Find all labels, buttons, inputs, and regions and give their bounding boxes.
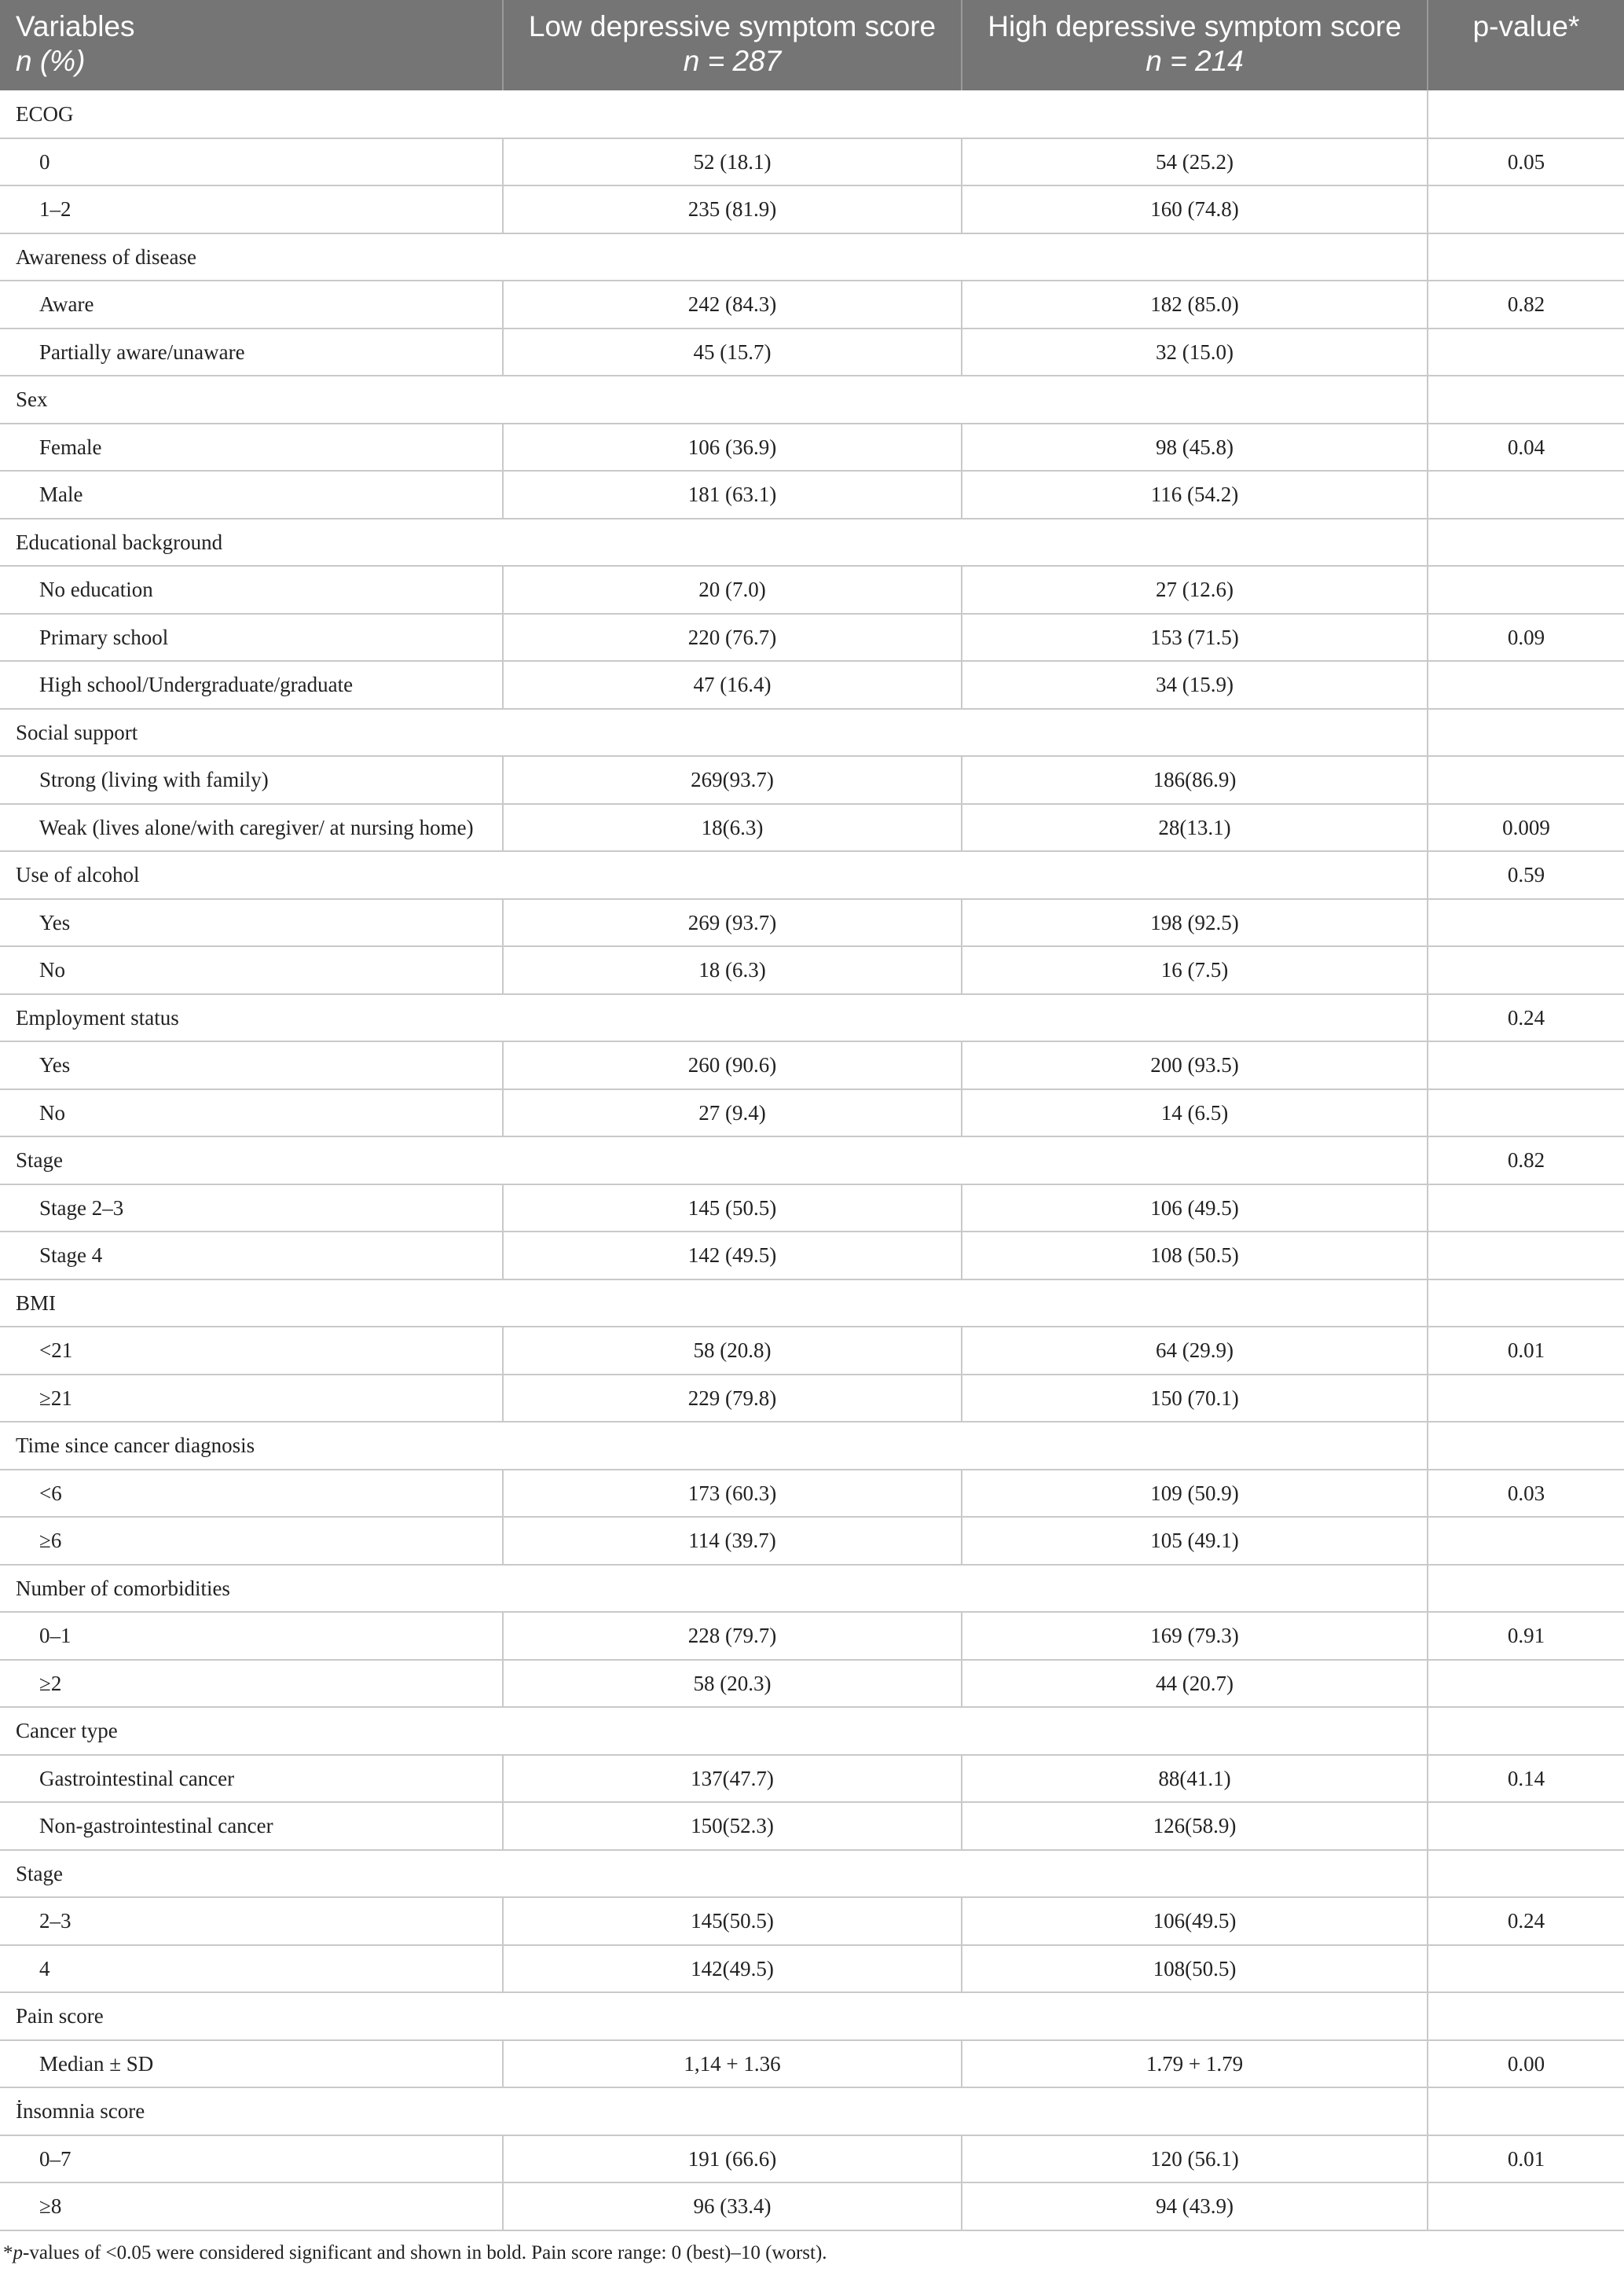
p-value-cell [1428,2182,1624,2230]
table-row [0,899,1624,947]
low-score-cell: 269(93.7) [503,756,962,804]
row-label: Median ± SD [0,2040,503,2088]
row-label: Male [0,471,503,519]
table-row [0,1755,1624,1803]
low-score-cell: 260 (90.6) [503,1041,962,1089]
table-row [0,804,1624,852]
high-score-cell: 32 (15.0) [962,329,1428,376]
table-row [0,1660,1624,1708]
p-value-cell: 0.01 [1428,1327,1624,1375]
header-high-score [962,0,1428,90]
header-variables-sub: n (%) [16,45,86,77]
low-score-cell: 20 (7.0) [503,566,962,614]
p-value-cell [1428,376,1624,424]
p-value-cell [1428,1232,1624,1279]
section-label: Employment status [0,994,1428,1042]
low-score-cell: 106 (36.9) [503,424,962,472]
section-row [0,1707,1624,1755]
table-row [0,1470,1624,1518]
table-row [0,1232,1624,1279]
table-row [0,138,1624,186]
row-label: Yes [0,1041,503,1089]
high-score-cell: 14 (6.5) [962,1089,1428,1137]
high-score-cell: 200 (93.5) [962,1041,1428,1089]
high-score-cell: 44 (20.7) [962,1660,1428,1708]
p-value-cell [1428,946,1624,994]
high-score-cell: 54 (25.2) [962,138,1428,186]
p-value-cell [1428,756,1624,804]
table-row [0,1184,1624,1232]
low-score-cell: 173 (60.3) [503,1470,962,1518]
row-label: No [0,1089,503,1137]
low-score-cell: 229 (79.8) [503,1375,962,1422]
low-score-cell: 145 (50.5) [503,1184,962,1232]
high-score-cell: 108 (50.5) [962,1232,1428,1279]
table-row [0,1612,1624,1660]
header-variables [0,0,503,90]
header-low-label: Low depressive symptom score [528,10,937,42]
section-label: Awareness of disease [0,233,1428,281]
row-label: ≥21 [0,1375,503,1422]
table-row [0,661,1624,709]
table-row [0,2135,1624,2183]
high-score-cell: 153 (71.5) [962,614,1428,662]
section-row [0,2087,1624,2135]
low-score-cell: 145(50.5) [503,1897,962,1945]
p-value-cell [1428,1660,1624,1708]
p-value-cell [1428,1802,1624,1850]
low-score-cell: 52 (18.1) [503,138,962,186]
p-value-cell [1428,2087,1624,2135]
p-value-cell [1428,1279,1624,1327]
p-value-cell: 0.00 [1428,2040,1624,2088]
section-label: Sex [0,376,1428,424]
p-value-cell [1428,709,1624,757]
section-label: ECOG [0,90,1428,138]
p-value-cell: 0.01 [1428,2135,1624,2183]
section-label: Stage [0,1850,1428,1898]
section-row [0,1850,1624,1898]
row-label: Gastrointestinal cancer [0,1755,503,1803]
high-score-cell: 106(49.5) [962,1897,1428,1945]
row-label: 4 [0,1945,503,1993]
p-value-cell [1428,90,1624,138]
table-row [0,424,1624,472]
high-score-cell: 169 (79.3) [962,1612,1428,1660]
low-score-cell: 96 (33.4) [503,2182,962,2230]
high-score-cell: 94 (43.9) [962,2182,1428,2230]
row-label: 2–3 [0,1897,503,1945]
p-value-cell: 0.24 [1428,994,1624,1042]
p-value-cell [1428,1850,1624,1898]
table-row [0,1041,1624,1089]
row-label: <6 [0,1470,503,1518]
high-score-cell: 34 (15.9) [962,661,1428,709]
section-row [0,519,1624,567]
p-value-cell: 0.05 [1428,138,1624,186]
high-score-cell: 108(50.5) [962,1945,1428,1993]
table-row [0,1375,1624,1422]
high-score-cell: 1.79 + 1.79 [962,2040,1428,2088]
section-label: Number of comorbidities [0,1565,1428,1613]
row-label: Weak (lives alone/with caregiver/ at nursing home) [0,804,503,852]
table-body [0,90,1624,2230]
header-low-n: n = 287 [683,45,782,77]
table-row [0,756,1624,804]
section-row [0,233,1624,281]
p-value-cell [1428,329,1624,376]
section-label: Stage [0,1136,1428,1184]
section-row [0,851,1624,899]
p-value-cell: 0.04 [1428,424,1624,472]
header-low-score [503,0,962,90]
p-value-cell [1428,1184,1624,1232]
section-label: Use of alcohol [0,851,1428,899]
section-label: Cancer type [0,1707,1428,1755]
table-row [0,1802,1624,1850]
row-label: ≥2 [0,1660,503,1708]
row-label: No [0,946,503,994]
header-high-n: n = 214 [1146,45,1244,77]
row-label: Stage 4 [0,1232,503,1279]
section-label: Educational background [0,519,1428,567]
footnote-star: * [3,2242,13,2263]
p-value-cell: 0.91 [1428,1612,1624,1660]
header-high-label: High depressive symptom score [988,10,1402,42]
footnote-p-italic: p [13,2242,23,2263]
section-row [0,90,1624,138]
row-label: High school/Undergraduate/graduate [0,661,503,709]
table-row [0,2040,1624,2088]
section-row [0,1992,1624,2040]
high-score-cell: 16 (7.5) [962,946,1428,994]
p-value-cell [1428,471,1624,519]
high-score-cell: 116 (54.2) [962,471,1428,519]
section-label: Time since cancer diagnosis [0,1422,1428,1470]
row-label: 0 [0,138,503,186]
row-label: Partially aware/unaware [0,329,503,376]
section-row [0,1136,1624,1184]
p-value-cell [1428,1517,1624,1565]
p-value-cell [1428,1945,1624,1993]
low-score-cell: 58 (20.8) [503,1327,962,1375]
low-score-cell: 47 (16.4) [503,661,962,709]
high-score-cell: 64 (29.9) [962,1327,1428,1375]
table-header [0,0,1624,90]
high-score-cell: 160 (74.8) [962,185,1428,233]
row-label: 0–7 [0,2135,503,2183]
p-value-cell: 0.14 [1428,1755,1624,1803]
section-row [0,1565,1624,1613]
high-score-cell: 182 (85.0) [962,281,1428,329]
p-value-cell [1428,1565,1624,1613]
section-label: İnsomnia score [0,2087,1428,2135]
high-score-cell: 126(58.9) [962,1802,1428,1850]
row-label: Primary school [0,614,503,662]
low-score-cell: 18 (6.3) [503,946,962,994]
low-score-cell: 114 (39.7) [503,1517,962,1565]
section-row [0,709,1624,757]
p-value-cell [1428,519,1624,567]
high-score-cell: 27 (12.6) [962,566,1428,614]
p-value-cell: 0.09 [1428,614,1624,662]
table-row [0,281,1624,329]
p-value-cell [1428,566,1624,614]
row-label: ≥6 [0,1517,503,1565]
section-row [0,376,1624,424]
table-row [0,1945,1624,1993]
row-label: ≥8 [0,2182,503,2230]
section-row [0,1279,1624,1327]
p-value-cell: 0.59 [1428,851,1624,899]
row-label: 0–1 [0,1612,503,1660]
high-score-cell: 28(13.1) [962,804,1428,852]
row-label: Non-gastrointestinal cancer [0,1802,503,1850]
low-score-cell: 137(47.7) [503,1755,962,1803]
table-row [0,1517,1624,1565]
low-score-cell: 220 (76.7) [503,614,962,662]
p-value-cell [1428,185,1624,233]
header-p-label: p-value* [1472,10,1580,42]
header-variables-label: Variables [16,10,135,42]
row-label: Strong (living with family) [0,756,503,804]
row-label: Aware [0,281,503,329]
table-row [0,1089,1624,1137]
low-score-cell: 181 (63.1) [503,471,962,519]
table-row [0,185,1624,233]
low-score-cell: 228 (79.7) [503,1612,962,1660]
p-value-cell [1428,1707,1624,1755]
low-score-cell: 235 (81.9) [503,185,962,233]
high-score-cell: 109 (50.9) [962,1470,1428,1518]
section-label: Social support [0,709,1428,757]
row-label: Yes [0,899,503,947]
p-value-cell: 0.82 [1428,1136,1624,1184]
high-score-cell: 150 (70.1) [962,1375,1428,1422]
section-label: BMI [0,1279,1428,1327]
low-score-cell: 191 (66.6) [503,2135,962,2183]
high-score-cell: 198 (92.5) [962,899,1428,947]
row-label: <21 [0,1327,503,1375]
p-value-cell [1428,1375,1624,1422]
table-row [0,946,1624,994]
low-score-cell: 150(52.3) [503,1802,962,1850]
p-value-cell [1428,1992,1624,2040]
p-value-cell [1428,1422,1624,1470]
footnote-text: -values of <0.05 were considered significant and shown in bold. Pain score range: 0 (best)–10 (worst). [23,2242,827,2263]
low-score-cell: 18(6.3) [503,804,962,852]
row-label: 1–2 [0,185,503,233]
p-value-cell [1428,233,1624,281]
low-score-cell: 269 (93.7) [503,899,962,947]
low-score-cell: 242 (84.3) [503,281,962,329]
section-row [0,1422,1624,1470]
header-p-value [1428,0,1624,90]
low-score-cell: 45 (15.7) [503,329,962,376]
table-row [0,1327,1624,1375]
high-score-cell: 98 (45.8) [962,424,1428,472]
high-score-cell: 120 (56.1) [962,2135,1428,2183]
header-row [0,0,1624,90]
row-label: Stage 2–3 [0,1184,503,1232]
p-value-cell: 0.009 [1428,804,1624,852]
section-label: Pain score [0,1992,1428,2040]
table-row [0,471,1624,519]
high-score-cell: 106 (49.5) [962,1184,1428,1232]
high-score-cell: 88(41.1) [962,1755,1428,1803]
p-value-cell [1428,1041,1624,1089]
p-value-cell [1428,899,1624,947]
p-value-cell: 0.03 [1428,1470,1624,1518]
table-row [0,566,1624,614]
row-label: Female [0,424,503,472]
low-score-cell: 1,14 + 1.36 [503,2040,962,2088]
p-value-cell: 0.82 [1428,281,1624,329]
low-score-cell: 58 (20.3) [503,1660,962,1708]
table-footnote [3,2241,827,2265]
p-value-cell: 0.24 [1428,1897,1624,1945]
low-score-cell: 142(49.5) [503,1945,962,1993]
p-value-cell [1428,1089,1624,1137]
table-row [0,614,1624,662]
high-score-cell: 186(86.9) [962,756,1428,804]
table-row [0,1897,1624,1945]
section-row [0,994,1624,1042]
table-row [0,2182,1624,2230]
high-score-cell: 105 (49.1) [962,1517,1428,1565]
p-value-cell [1428,661,1624,709]
table-row [0,329,1624,376]
row-label: No education [0,566,503,614]
low-score-cell: 27 (9.4) [503,1089,962,1137]
low-score-cell: 142 (49.5) [503,1232,962,1279]
